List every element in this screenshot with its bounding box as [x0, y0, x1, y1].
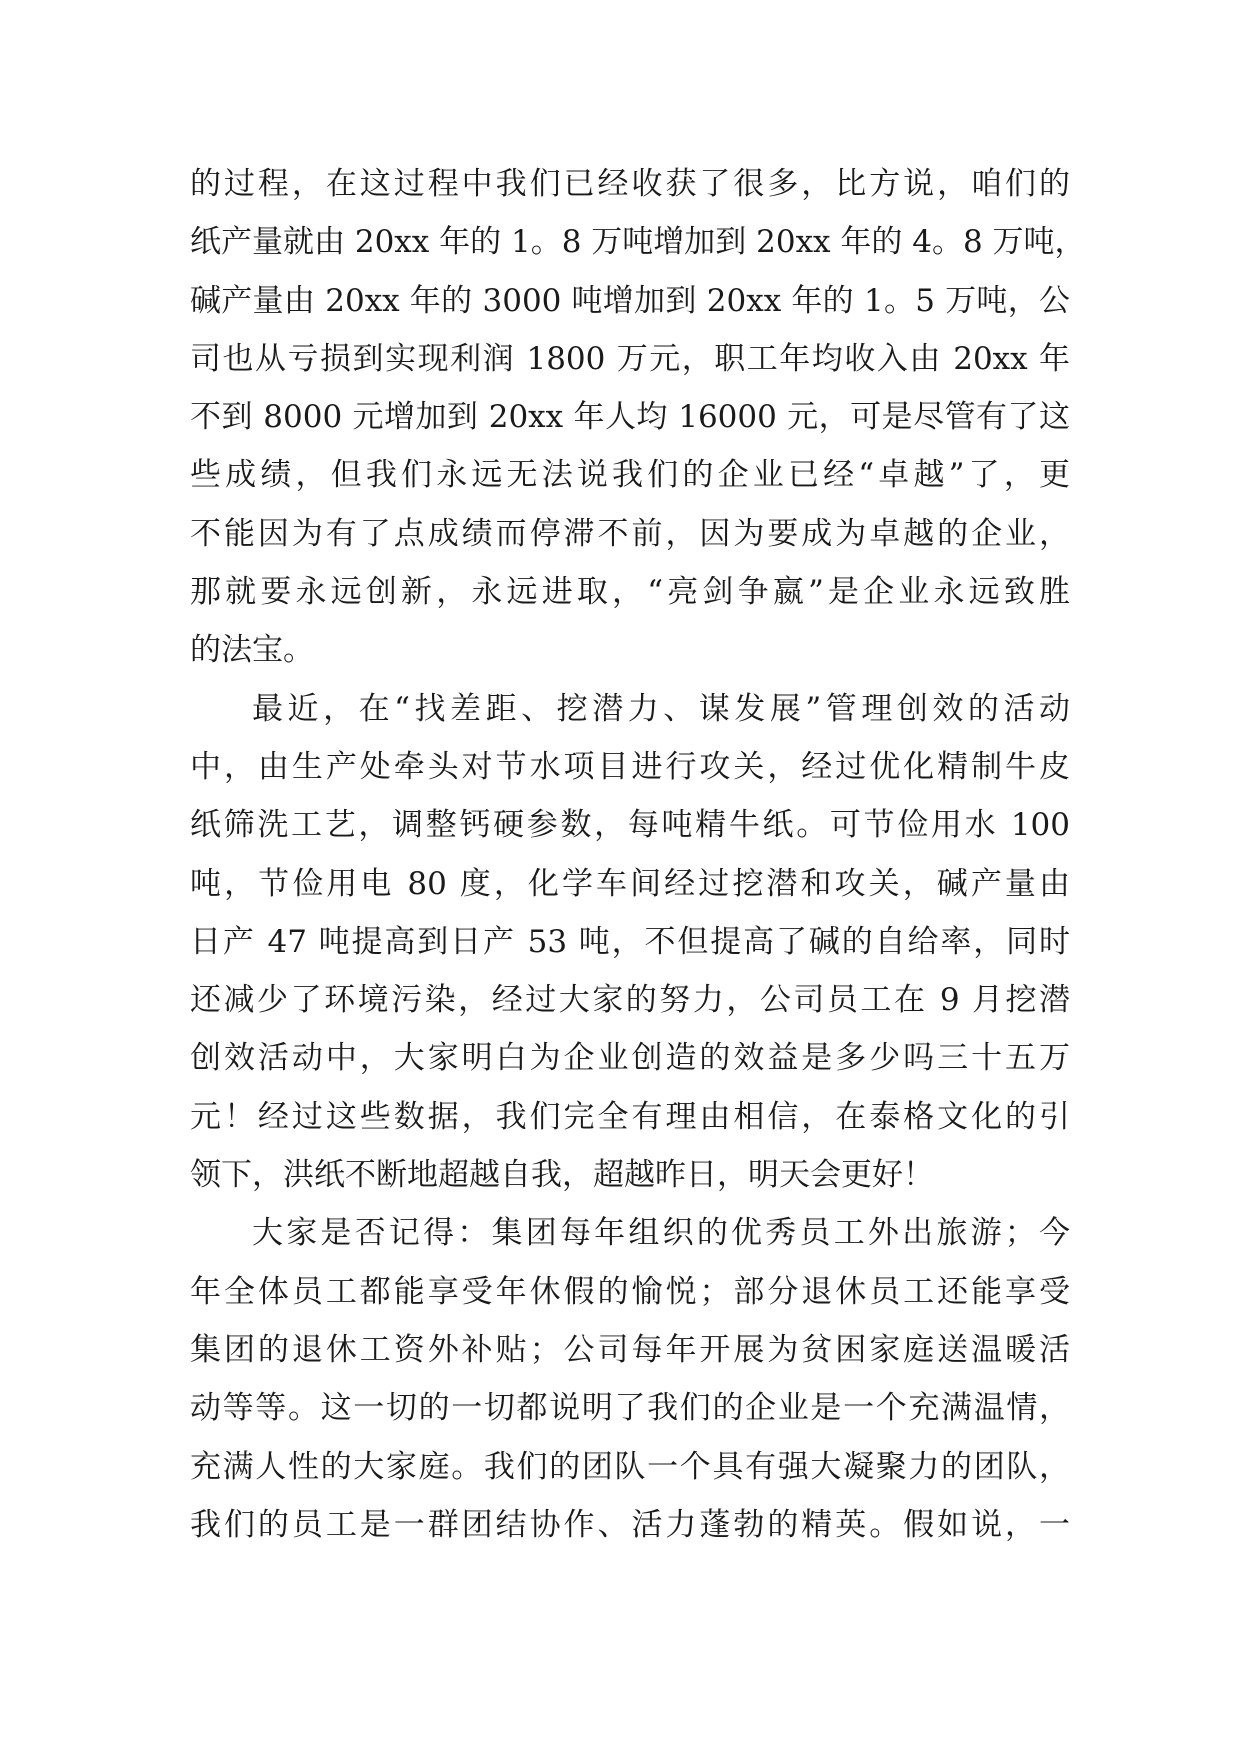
text-line: 纸筛洗工艺，调整钙硬参数，每吨精牛纸。可节俭用水 100 [190, 807, 1070, 844]
body-text [190, 155, 1086, 1554]
text-line: 集团的退休工资外补贴；公司每年开展为贫困家庭送温暖活 [190, 1331, 1070, 1368]
text-line: 些成绩，但我们永远无法说我们的企业已经“卓越”了，更 [190, 457, 1070, 494]
text-line: 创效活动中，大家明白为企业创造的效益是多少吗三十五万 [190, 1040, 1070, 1077]
paragraph-start-line: 大家是否记得：集团每年组织的优秀员工外出旅游；今 [252, 1215, 1070, 1252]
text-line: 还减少了环境污染，经过大家的努力，公司员工在 9 月挖潜 [190, 982, 1070, 1019]
text-line: 日产 47 吨提高到日产 53 吨，不但提高了碱的自给率，同时 [190, 923, 1070, 960]
text-line: 吨，节俭用电 80 度，化学车间经过挖潜和攻关，碱产量由 [190, 865, 1070, 902]
text-line: 纸产量就由 20xx 年的 1。8 万吨增加到 20xx 年的 4。8 万吨， [190, 224, 1086, 261]
text-line: 年全体员工都能享受年休假的愉悦；部分退休员工还能享受 [190, 1273, 1070, 1310]
text-line: 的过程，在这过程中我们已经收获了很多，比方说，咱们的 [190, 166, 1070, 202]
paragraph-start-line: 最近，在“找差距、挖潜力、谋发展”管理创效的活动 [252, 690, 1070, 727]
text-line: 元！经过这些数据，我们完全有理由相信，在泰格文化的引 [190, 1098, 1070, 1135]
text-line: 我们的员工是一群团结协作、活力蓬勃的精英。假如说，一 [190, 1506, 1070, 1543]
text-line: 碱产量由 20xx 年的 3000 吨增加到 20xx 年的 1。5 万吨，公 [190, 282, 1070, 319]
text-line: 的法宝。 [190, 632, 314, 669]
text-line: 那就要永远创新，永远进取，“亮剑争嬴”是企业永远致胜 [190, 574, 1070, 611]
text-line: 动等等。这一切的一切都说明了我们的企业是一个充满温情， [190, 1390, 1070, 1427]
text-line: 不到 8000 元增加到 20xx 年人均 16000 元，可是尽管有了这 [190, 399, 1070, 436]
text-line: 不能因为有了点成绩而停滞不前，因为要成为卓越的企业， [190, 515, 1070, 552]
text-line: 充满人性的大家庭。我们的团队一个具有强大凝聚力的团队， [190, 1448, 1070, 1485]
text-line: 领下，洪纸不断地超越自我，超越昨日，明天会更好！ [190, 1157, 934, 1194]
text-line: 中，由生产处牵头对节水项目进行攻关，经过优化精制牛皮 [190, 748, 1070, 785]
text-line: 司也从亏损到实现利润 1800 万元，职工年均收入由 20xx 年 [190, 340, 1070, 377]
